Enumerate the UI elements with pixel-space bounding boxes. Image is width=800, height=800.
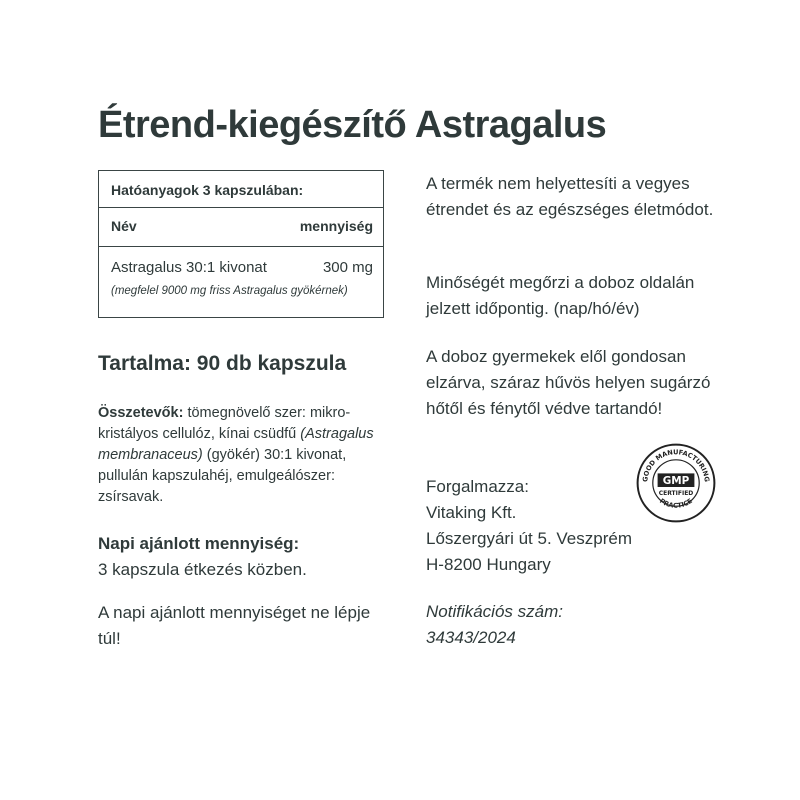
distributor-label: Forgalmazza: (426, 477, 529, 496)
column-name-header: Név (111, 218, 137, 234)
content-amount: Tartalma: 90 db kapszula (98, 352, 347, 375)
table-divider (99, 246, 383, 247)
badge-certified: CERTIFIED (658, 490, 694, 497)
daily-dose-text: 3 kapszula étkezés közben. (98, 560, 307, 579)
badge-center: GMP (662, 475, 690, 488)
ingredients-latin: (Astragalus membranaceus) (98, 426, 374, 463)
ingredients-paragraph (98, 403, 390, 508)
ingredients-text-2: (gyökér) 30:1 kivonat, pullulán kapszulahéj, emulgeálószer: zsírsavak. (98, 447, 347, 505)
notification-number: 34343/2024 (426, 628, 516, 647)
ingredient-note: (megfelel 9000 mg friss Astragalus gyökérnek) (111, 285, 348, 297)
active-ingredients-table (98, 170, 384, 318)
dose-warning: A napi ajánlott mennyiséget ne lépje túl! (98, 603, 371, 648)
table-divider (99, 207, 383, 208)
ingredients-text: tömegnövelő szer: mikro-kristályos cellulóz, kínai csüdfű (98, 405, 351, 442)
notice-diet: A termék nem helyettesíti a vegyes étrendet és az egészséges életmódot. (426, 174, 714, 219)
gmp-certified-badge (636, 443, 716, 523)
badge-bottom-text: PRACTICE (658, 496, 694, 510)
page-title: Étrend-kiegészítő Astragalus (98, 104, 607, 146)
ingredients-label: Összetevők: (98, 405, 184, 421)
notification (426, 599, 726, 651)
notice-storage: A doboz gyermekek elől gondosan elzárva, száraz hűvös helyen sugárzó hőtől és fénytől védve tartandó! (426, 347, 711, 418)
column-quantity-header: mennyiség (299, 218, 373, 234)
notice-expiry: Minőségét megőrzi a doboz oldalán jelzett időpontig. (nap/hó/év) (426, 273, 695, 318)
badge-top-text: GOOD MANUFACTURING (641, 448, 711, 483)
daily-dose-label: Napi ajánlott mennyiség: (98, 534, 300, 553)
notification-label: Notifikációs szám: (426, 602, 563, 621)
table-heading: Hatóanyagok 3 kapszulában: (111, 182, 304, 198)
distributor-name: Vitaking Kft. (426, 503, 517, 522)
ingredient-quantity: 300 mg (322, 259, 373, 276)
daily-dose (98, 531, 394, 583)
distributor-address: Lőszergyári út 5. Veszprém (426, 529, 632, 548)
distributor-city: H-8200 Hungary (426, 555, 551, 574)
ingredient-name: Astragalus 30:1 kivonat (111, 259, 267, 276)
